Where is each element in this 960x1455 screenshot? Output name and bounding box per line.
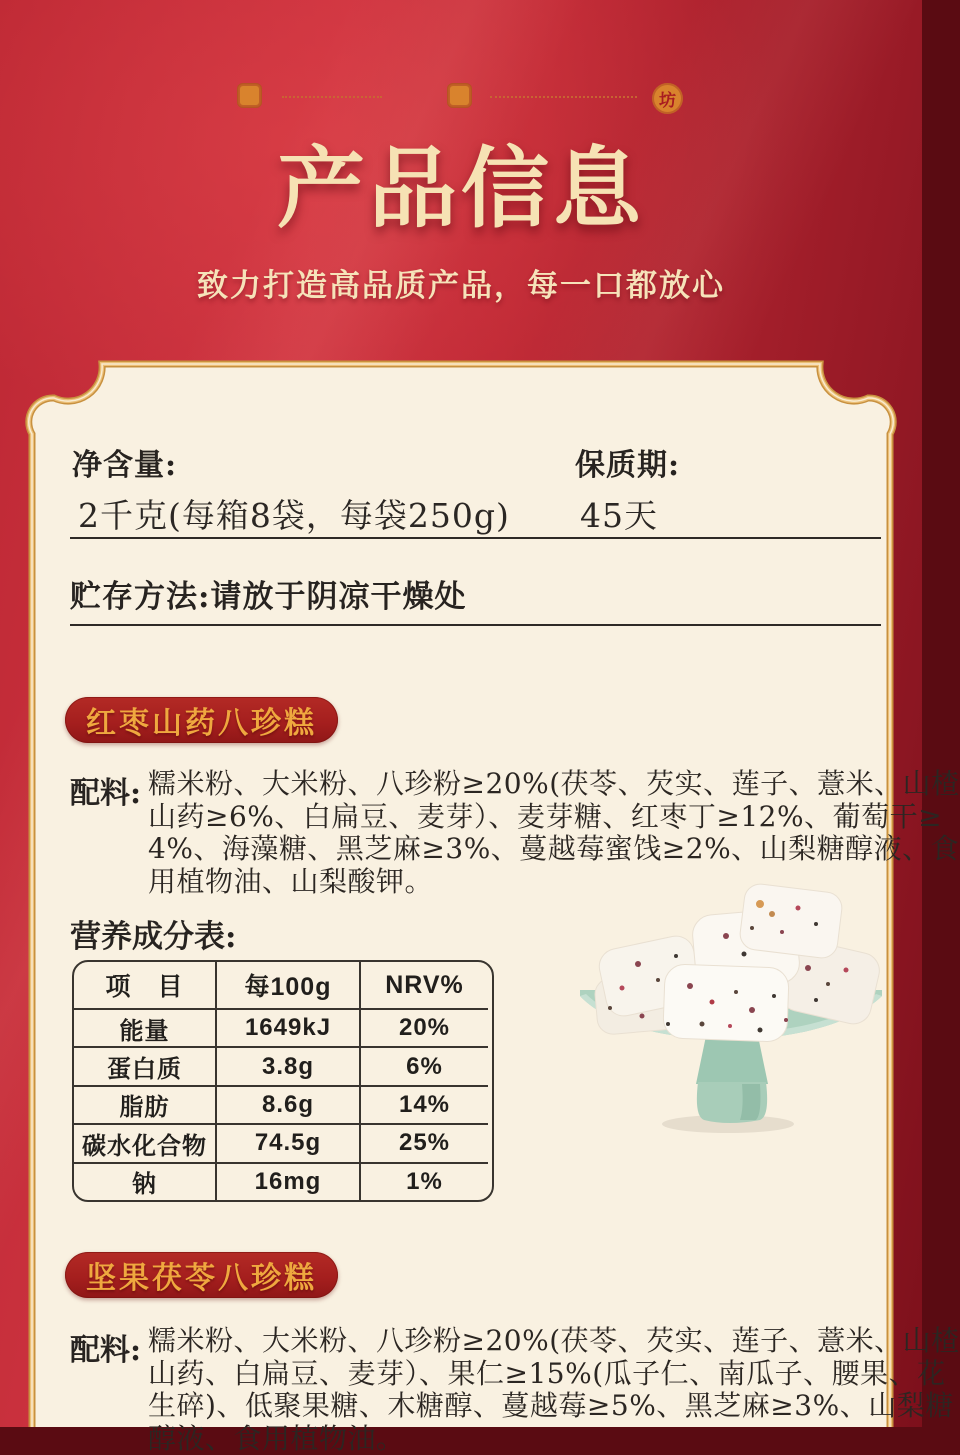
nutrition-table-row <box>74 1046 492 1084</box>
cell-per100g: 8.6g <box>215 1085 359 1123</box>
ingredients-line: 4%、海藻糖、黑芝麻≥3%、蔓越莓蜜饯≥2%、山梨糖醇液、食 <box>148 833 884 866</box>
header-item: 项 目 <box>74 962 215 1008</box>
net-content-value: 2千克(每箱8袋，每袋250g) <box>78 490 510 537</box>
cell-item: 碳水化合物 <box>74 1123 215 1161</box>
divider-line <box>70 624 881 626</box>
seal-square-icon <box>447 83 472 108</box>
cell-item: 能量 <box>74 1008 215 1046</box>
product2-ingredients <box>148 1325 884 1455</box>
cell-nrv: 6% <box>359 1046 488 1084</box>
nutrition-table-row <box>74 1008 492 1046</box>
product-photo-cake <box>546 884 918 1144</box>
nutrition-table-row <box>74 1123 492 1161</box>
product2-badge: 坚果茯苓八珍糕 <box>65 1252 338 1298</box>
nutrition-table-title: 营养成分表: <box>70 911 236 956</box>
nutrition-table-header <box>74 962 492 1008</box>
shelf-life-label: 保质期: <box>575 440 680 484</box>
cell-nrv: 25% <box>359 1123 488 1161</box>
nutrition-table-body <box>74 1008 492 1200</box>
cell-item: 蛋白质 <box>74 1046 215 1084</box>
storage-method-text: 贮存方法:请放于阴凉干燥处 <box>70 571 466 616</box>
cell-per100g: 16mg <box>215 1162 359 1200</box>
cell-nrv: 14% <box>359 1085 488 1123</box>
fang-stamp-icon: 坊 <box>652 83 683 114</box>
page-title: 产品信息 <box>0 144 922 232</box>
cell-item: 钠 <box>74 1162 215 1200</box>
net-content-label: 净含量: <box>72 440 177 484</box>
ingredients-line: 山药、白扁豆、麦芽）、果仁≥15%(瓜子仁、南瓜子、腰果、花 <box>148 1358 884 1391</box>
nutrition-table <box>72 960 494 1202</box>
ingredients-line: 糯米粉、大米粉、八珍粉≥20%(茯苓、芡实、莲子、薏米、山楂 <box>148 768 884 801</box>
header-nrv: NRV% <box>359 962 488 1008</box>
nutrition-table-row <box>74 1085 492 1123</box>
dotted-divider <box>490 96 637 98</box>
cell-nrv: 20% <box>359 1008 488 1046</box>
product1-badge: 红枣山药八珍糕 <box>65 697 338 743</box>
cell-per100g: 3.8g <box>215 1046 359 1084</box>
cell-per100g: 74.5g <box>215 1123 359 1161</box>
ingredients-line: 用植物油、山梨酸钾。 <box>148 866 884 899</box>
cell-nrv: 1% <box>359 1162 488 1200</box>
dotted-divider <box>282 96 382 98</box>
shelf-life-value: 45天 <box>580 490 658 537</box>
ingredients-line: 糯米粉、大米粉、八珍粉≥20%(茯苓、芡实、莲子、薏米、山楂 <box>148 1325 884 1358</box>
ingredients-line: 醇液、食用植物油。 <box>148 1423 884 1455</box>
cell-item: 脂肪 <box>74 1085 215 1123</box>
seal-square-icon <box>237 83 262 108</box>
ingredients-label: 配料: <box>70 1325 141 1369</box>
cell-per100g: 1649kJ <box>215 1008 359 1046</box>
product1-ingredients <box>148 768 884 898</box>
header-per100g: 每100g <box>215 962 359 1008</box>
ingredients-label: 配料: <box>70 768 141 812</box>
divider-line <box>70 537 881 539</box>
ingredients-line: 山药≥6%、白扁豆、麦芽）、麦芽糖、红枣丁≥12%、葡萄干≥ <box>148 801 884 834</box>
ingredients-line: 生碎)、低聚果糖、木糖醇、蔓越莓≥5%、黑芝麻≥3%、山梨糖 <box>148 1390 884 1423</box>
nutrition-table-row <box>74 1162 492 1200</box>
page-subtitle: 致力打造高品质产品，每一口都放心 <box>0 260 922 305</box>
